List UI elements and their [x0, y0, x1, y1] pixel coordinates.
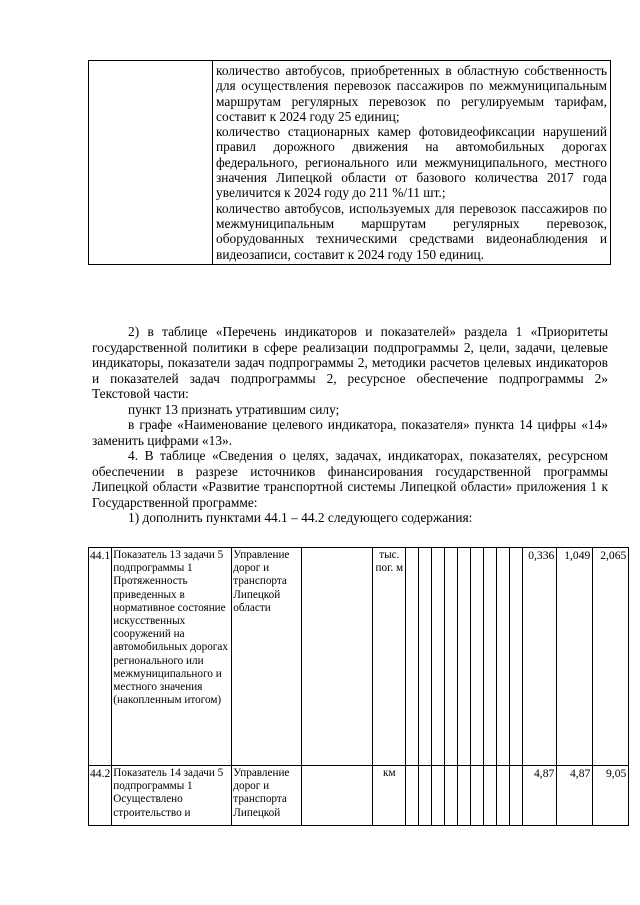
table-cell-empty — [497, 766, 510, 826]
table-cell-empty — [432, 766, 445, 826]
table-cell-empty — [432, 548, 445, 766]
unit-of-measure: тыс. пог. м — [373, 548, 406, 766]
passport-table-continuation — [88, 60, 611, 265]
indicator-name: Показатель 13 задачи 5 подпрограммы 1 Протяженность приведенных в нормативное состояние искусственных сооружений на автомобильных дорогах регионального или межмуниципального и местного значения (накопленным итогом) — [112, 548, 232, 766]
table-cell-empty — [406, 548, 419, 766]
table-cell-empty — [471, 766, 484, 826]
value-cell: 4,87 — [557, 766, 593, 826]
table-cell-empty — [89, 61, 213, 265]
value-cell: 0,336 — [523, 548, 557, 766]
table-cell-empty — [302, 548, 373, 766]
unit-of-measure: км — [373, 766, 406, 826]
table-cell-empty — [484, 766, 497, 826]
table-row — [89, 548, 629, 766]
paragraph-item-2: 2) в таблице «Перечень индикаторов и показателей» раздела 1 «Приоритеты государственной политики в сфере реализации подпрограммы 2, цели, задачи, целевые индикаторы, показатели задач подпрограммы 2, методики расчетов целевых индикаторов и показателей задач подпрограммы 2, ресурсное обеспечение подпрограммы 2» Текстовой части: — [92, 324, 608, 401]
value-cell: 4,87 — [523, 766, 557, 826]
paragraph-point-13: пункт 13 признать утратившим силу; — [128, 401, 340, 417]
paragraph-point-14: в графе «Наименование целевого индикатора, показателя» пункта 14 цифры «14» заменить цифрами «13». — [92, 417, 608, 448]
table-cell-empty — [458, 766, 471, 826]
amendments-text — [92, 324, 608, 526]
table-cell-indicators-text — [213, 61, 611, 265]
table-row — [89, 61, 611, 265]
value-cell: 2,065 — [593, 548, 629, 766]
table-cell-empty — [458, 548, 471, 766]
table-cell-empty — [510, 766, 523, 826]
value-cell: 1,049 — [557, 548, 593, 766]
value-cell: 9,05 — [593, 766, 629, 826]
table-cell-empty — [510, 548, 523, 766]
table-cell-empty — [497, 548, 510, 766]
indicator-name: Показатель 14 задачи 5 подпрограммы 1 Осуществлено строительство и — [112, 766, 232, 826]
table-cell-empty — [419, 548, 432, 766]
table-cell-empty — [445, 548, 458, 766]
table-cell-empty — [471, 548, 484, 766]
responsible-executor: Управление дорог и транспорта Липецкой области — [232, 548, 302, 766]
indicators-table — [88, 547, 629, 826]
paragraph-buses-video: количество автобусов, используемых для перевозок пассажиров по межмуниципальным маршрутам регулярных перевозок, оборудованных техническими средствами видеонаблюдения и видеозаписи, составит к 2024 году 150 единиц. — [216, 200, 607, 262]
paragraph-item-4: 4. В таблице «Сведения о целях, задачах, индикаторах, показателях, ресурсном обеспечении в разрезе источников финансирования государственной программы Липецкой области «Развитие транспортной системы Липецкой области» приложения 1 к Государственной программе: — [92, 448, 608, 510]
indicators-text-block — [213, 61, 610, 264]
table-cell-empty — [406, 766, 419, 826]
row-number: 44.2 — [89, 766, 112, 826]
paragraph-add-points: 1) дополнить пунктами 44.1 – 44.2 следующего содержания: — [128, 510, 473, 525]
table-cell-empty — [484, 548, 497, 766]
paragraph-buses-purchased: количество автобусов, приобретенных в областную собственность для осуществления перевозок пассажиров по межмуниципальным маршрутам регулярных перевозок по регулируемым тарифам, составит к 2024 году 25 единиц; — [216, 63, 607, 124]
responsible-executor: Управление дорог и транспорта Липецкой — [232, 766, 302, 826]
table-cell-empty — [419, 766, 432, 826]
paragraph-speed-cameras: количество стационарных камер фотовидеофиксации нарушений правил дорожного движения на автомобильных дорогах федерального, регионального или межмуниципального, местного значения Липецкой области от базового количества 2017 года увеличится к 2024 году до 211 %/11 шт.; — [216, 124, 607, 201]
table-row — [89, 766, 629, 826]
row-number: 44.1 — [89, 548, 112, 766]
table-cell-empty — [302, 766, 373, 826]
table-cell-empty — [445, 766, 458, 826]
